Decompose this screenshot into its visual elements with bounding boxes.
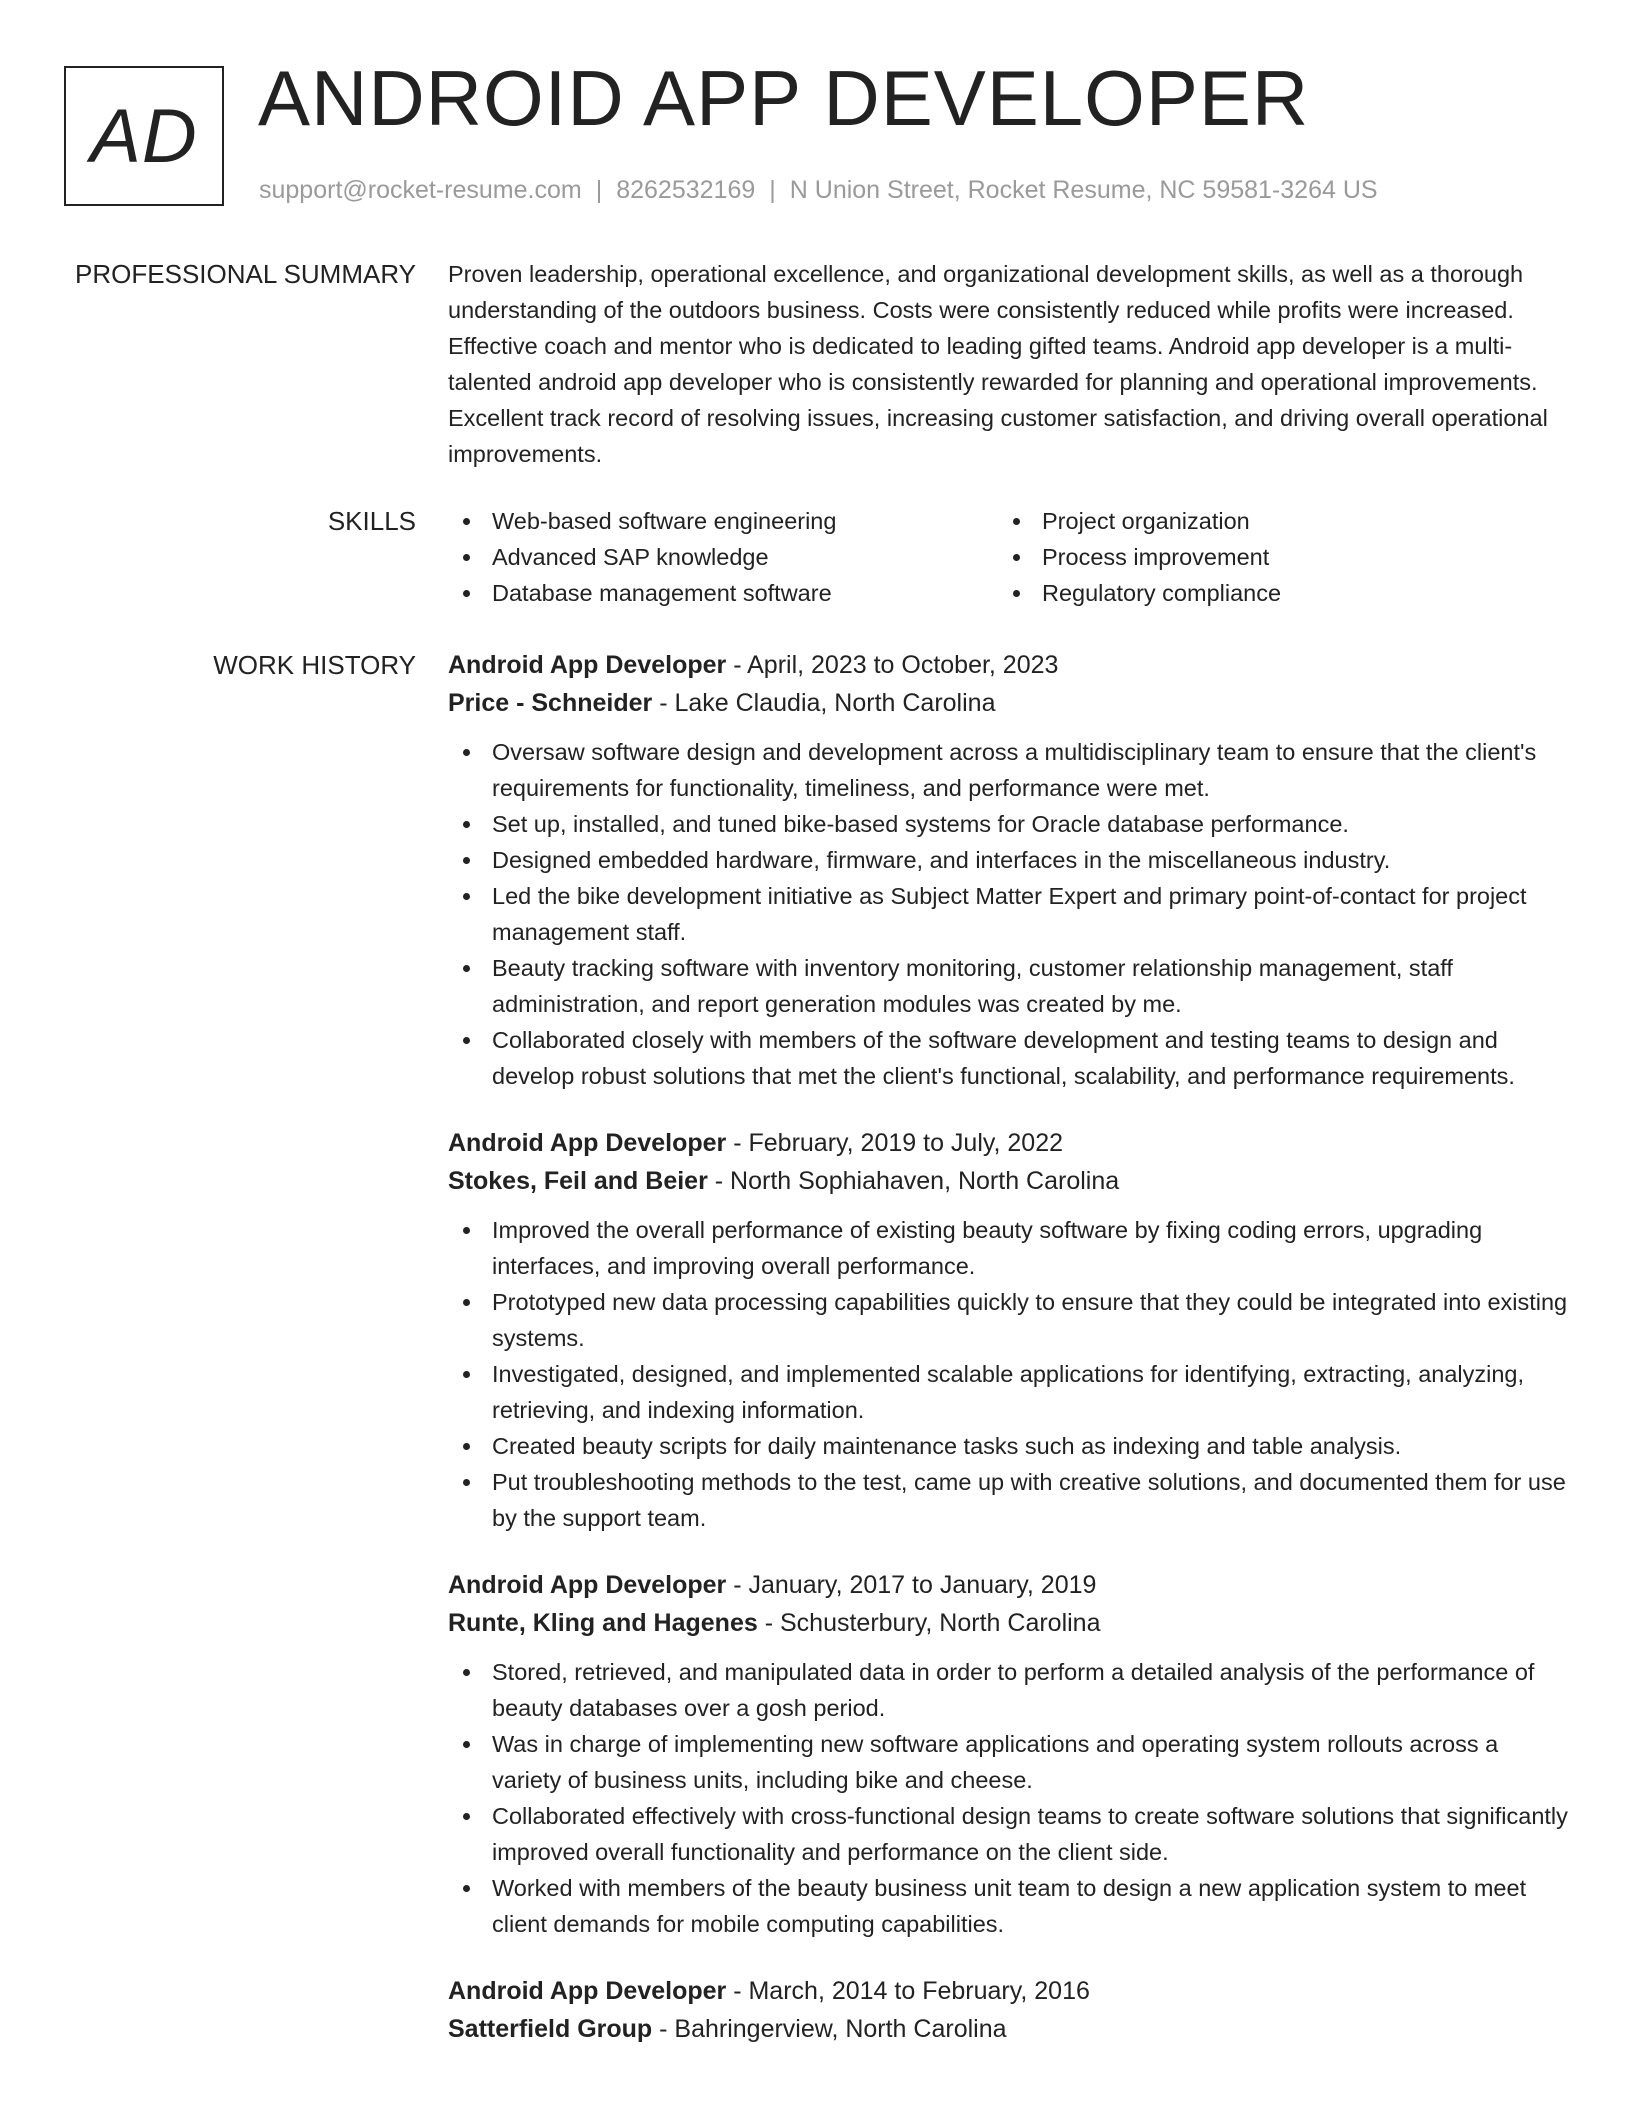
skill-item: Web-based software engineering — [448, 503, 998, 539]
job-company-line: Satterfield Group - Bahringerview, North Carolina — [448, 2015, 1007, 2043]
job-company-line: Stokes, Feil and Beier - North Sophiahaven, North Carolina — [448, 1167, 1120, 1195]
contact-email: support@rocket-resume.com — [259, 176, 582, 204]
job-location: Schusterbury, North Carolina — [779, 1609, 1101, 1637]
job-location: North Sophiahaven, North Carolina — [730, 1167, 1120, 1195]
job-bullet: Beauty tracking software with inventory monitoring, customer relationship management, staff administration, and report generation modules was created by me. — [448, 950, 1572, 1022]
job-entry — [448, 1972, 1572, 2048]
summary-label: PROFESSIONAL SUMMARY — [75, 259, 416, 289]
job-title-line: Android App Developer - February, 2019 to July, 2022 — [448, 1129, 1064, 1157]
job-bullet: Oversaw software design and development across a multidisciplinary team to ensure that the client's requirements for functionality, timeliness, and performance were met. — [448, 734, 1572, 806]
job-title: Android App Developer — [448, 1571, 727, 1599]
job-dates: April, 2023 to October, 2023 — [747, 651, 1059, 679]
job-entry — [448, 1566, 1572, 1942]
skills-list-right — [998, 503, 1548, 611]
job-title-line: Android App Developer - April, 2023 to October, 2023 — [448, 651, 1059, 679]
skill-item: Regulatory compliance — [998, 575, 1548, 611]
job-location: Bahringerview, North Carolina — [674, 2015, 1007, 2043]
job-entry — [448, 1124, 1572, 1536]
job-bullet: Created beauty scripts for daily maintenance tasks such as indexing and table analysis. — [448, 1428, 1572, 1464]
contact-address: N Union Street, Rocket Resume, NC 59581-3264 US — [789, 176, 1378, 204]
job-bullet: Was in charge of implementing new software applications and operating system rollouts across a variety of business units, including bike and cheese. — [448, 1726, 1572, 1798]
skills-list-left — [448, 503, 998, 611]
job-company-line: Runte, Kling and Hagenes - Schusterbury, North Carolina — [448, 1609, 1101, 1637]
skills-label: SKILLS — [327, 506, 416, 536]
skill-item: Database management software — [448, 575, 998, 611]
contact-line — [259, 176, 1378, 205]
job-bullets — [448, 1654, 1572, 1942]
job-bullet: Led the bike development initiative as Subject Matter Expert and primary point-of-contact for project management staff. — [448, 878, 1572, 950]
job-company: Price - Schneider — [448, 689, 653, 717]
job-bullet: Stored, retrieved, and manipulated data in order to perform a detailed analysis of the performance of beauty databases over a gosh period. — [448, 1654, 1572, 1726]
job-bullet: Collaborated closely with members of the software development and testing teams to design and develop robust solutions that met the client's functional, scalability, and performance requirements. — [448, 1022, 1572, 1094]
job-bullet: Designed embedded hardware, firmware, and interfaces in the miscellaneous industry. — [448, 842, 1572, 878]
job-bullets — [448, 1212, 1572, 1536]
job-title: Android App Developer — [448, 651, 727, 679]
job-bullet: Put troubleshooting methods to the test, came up with creative solutions, and documented them for use by the support team. — [448, 1464, 1572, 1536]
job-location: Lake Claudia, North Carolina — [674, 689, 996, 717]
job-company-line: Price - Schneider - Lake Claudia, North Carolina — [448, 689, 996, 717]
job-title: Android App Developer — [448, 1129, 727, 1157]
job-dates: March, 2014 to February, 2016 — [748, 1977, 1090, 2005]
job-bullet: Set up, installed, and tuned bike-based systems for Oracle database performance. — [448, 806, 1572, 842]
skill-item: Process improvement — [998, 539, 1548, 575]
job-company: Satterfield Group — [448, 2015, 653, 2043]
monogram-box — [64, 66, 224, 206]
contact-separator: | — [595, 176, 603, 204]
job-dates: January, 2017 to January, 2019 — [748, 1571, 1097, 1599]
job-bullet: Improved the overall performance of existing beauty software by fixing coding errors, upgrading interfaces, and improving overall performance. — [448, 1212, 1572, 1284]
summary-text: Proven leadership, operational excellence, and organizational development skills, as well as a thorough understanding of the outdoors business. Costs were consistently reduced while profits were increased. Effective coach and mentor who is dedicated to leading gifted teams. Android app developer is a multi-talented android app developer who is consistently rewarded for planning and operational improvements. Excellent track record of resolving issues, increasing customer satisfaction, and driving overall operational improvements. — [448, 261, 1548, 467]
job-bullet: Prototyped new data processing capabilities quickly to ensure that they could be integrated into existing systems. — [448, 1284, 1572, 1356]
monogram-text: AD — [90, 93, 198, 179]
skill-item: Project organization — [998, 503, 1548, 539]
job-entry — [448, 646, 1572, 1094]
skill-item: Advanced SAP knowledge — [448, 539, 998, 575]
job-bullet: Worked with members of the beauty business unit team to design a new application system to meet client demands for mobile computing capabilities. — [448, 1870, 1572, 1942]
contact-separator: | — [769, 176, 776, 204]
job-bullets — [448, 734, 1572, 1094]
job-company: Stokes, Feil and Beier — [448, 1167, 708, 1195]
page-title: ANDROID APP DEVELOPER — [258, 54, 1310, 142]
job-title: Android App Developer — [448, 1977, 727, 2005]
job-dates: February, 2019 to July, 2022 — [748, 1129, 1064, 1157]
job-bullet: Collaborated effectively with cross-functional design teams to create software solutions that significantly improved overall functionality and performance on the client side. — [448, 1798, 1572, 1870]
job-company: Runte, Kling and Hagenes — [448, 1609, 758, 1637]
job-title-line: Android App Developer - January, 2017 to January, 2019 — [448, 1571, 1097, 1599]
job-bullet: Investigated, designed, and implemented scalable applications for identifying, extracting, analyzing, retrieving, and indexing information. — [448, 1356, 1572, 1428]
contact-phone: 8262532169 — [616, 176, 756, 204]
job-title-line: Android App Developer - March, 2014 to February, 2016 — [448, 1977, 1090, 2005]
work-label: WORK HISTORY — [213, 650, 416, 680]
